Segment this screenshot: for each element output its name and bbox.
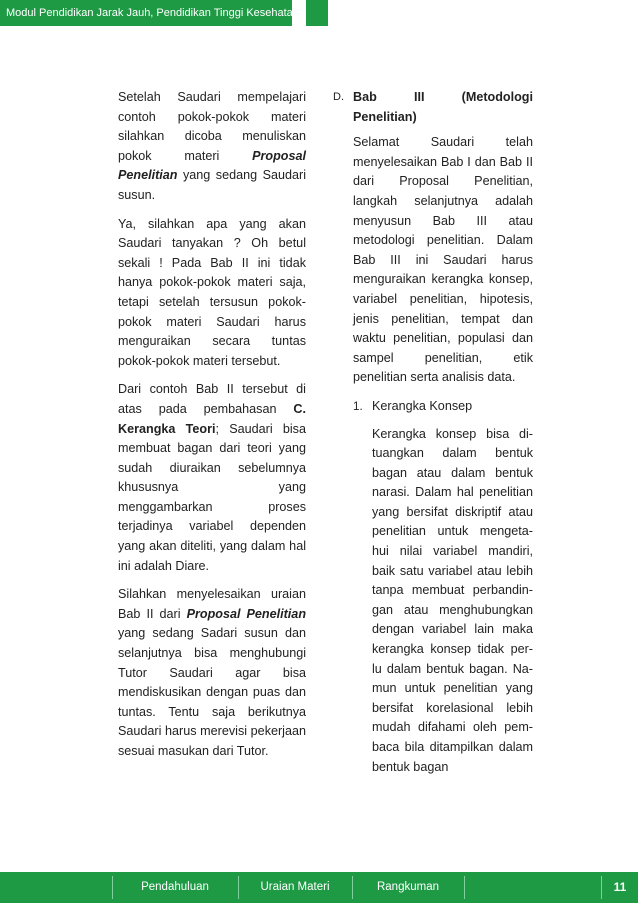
paragraph-bab-iii: Selamat Saudari telah menyelesaikan Bab I dan Bab II dari Proposal Penelitian, langkah selanjutnya adalah menyusun Bab III atau metodologi penelitian. Dalam Bab III ini Saudari harus menguraikan kerangka konsep, variabel penelitian, hipotesis, jenis penelitian, tempat dan waktu penelitian, populasi dan sampel penelitian, etik penelitian serta analisis data.: [353, 135, 533, 385]
kerangka-teori-term: C. Kerangka Teori: [118, 401, 306, 436]
footer-divider: [464, 876, 465, 899]
module-title-banner: [0, 0, 299, 26]
list-item-title: Kerangka Konsep: [372, 398, 473, 413]
header-accent-block: [306, 0, 328, 26]
nav-uraian-materi[interactable]: Uraian Materi: [260, 881, 330, 893]
section-heading-d: D. Bab III (Metodologi Penelitian): [333, 88, 533, 127]
paragraph-proposal-intro: Setelah Saudari mempelajari contoh pokok-pokok materi silahkan dicoba menuliskan pokok materi Proposal Penelitian yang sedang Saudari susun.: [118, 90, 306, 202]
nav-pendahuluan[interactable]: Pendahuluan: [141, 881, 209, 893]
paragraph-kerangka-teori: Dari contoh Bab II tersebut di atas pada pembahasan C. Kerangka Teori; Saudari bisa membuat bagan dari teori yang sudah diuraikan sebelumnya khususnya yang menggambarkan proses terjadinya variabel dependen yang akan diteliti, yang dalam hal ini adalah Diare.: [118, 382, 306, 573]
list-item-kerangka-konsep: [353, 397, 533, 417]
list-number: 1.: [353, 399, 363, 413]
left-column: [118, 88, 306, 771]
footer-nav-bar: [0, 872, 638, 903]
section-letter: D.: [333, 91, 344, 103]
proposal-term: Proposal Penelitian: [118, 148, 306, 183]
page-number: 11: [613, 880, 627, 894]
proposal-term-2: Proposal Penelitian: [186, 606, 307, 621]
paragraph-bab-ii: Ya, silahkan apa yang akan Saudari tanyakan ? Oh betul sekali ! Pada Bab II ini tidak hanya pokok-pokok materi saja, tetapi setelah tersusun pokok-pokok materi Saudari harus menguraikan secara tuntas pokok-pokok materi tersebut.: [118, 216, 306, 368]
right-column: [333, 88, 533, 777]
nav-rangkuman[interactable]: Rangkuman: [376, 881, 439, 893]
module-title: Modul Pendidikan Jarak Jauh, Pendidikan Tinggi Kesehatan: [6, 7, 299, 19]
paragraph-kerangka-konsep: Kerangka konsep bisa di-tuangkan dalam bentuk bagan atau dalam bentuk narasi. Dalam hal penelitian yang bersifat diskriptif atau penelitian untuk mengeta-hui nilai variabel mandiri, baik satu variabel atau lebih tanpa membuat perbandin-gan atau menghubungkan dengan variabel lain maka kerangka konsep tidak per-lu dalam bentuk bagan. Na-mun untuk penelitian yang bersifat korelasional lebih mudah difahami oleh pem-baca bila ditampilkan dalam bentuk bagan: [372, 426, 533, 774]
paragraph-tutor: Silahkan menyelesaikan uraian Bab II dari Proposal Penelitian yang sedang Sadari susun dan selanjutnya bisa menghubungi Tutor Saudari agar bisa mendiskusikan dengan puas dan tuntas. Tentu saja berikutnya Saudari harus merevisi pekerjaan sesuai masukan dari Tutor.: [118, 587, 307, 758]
